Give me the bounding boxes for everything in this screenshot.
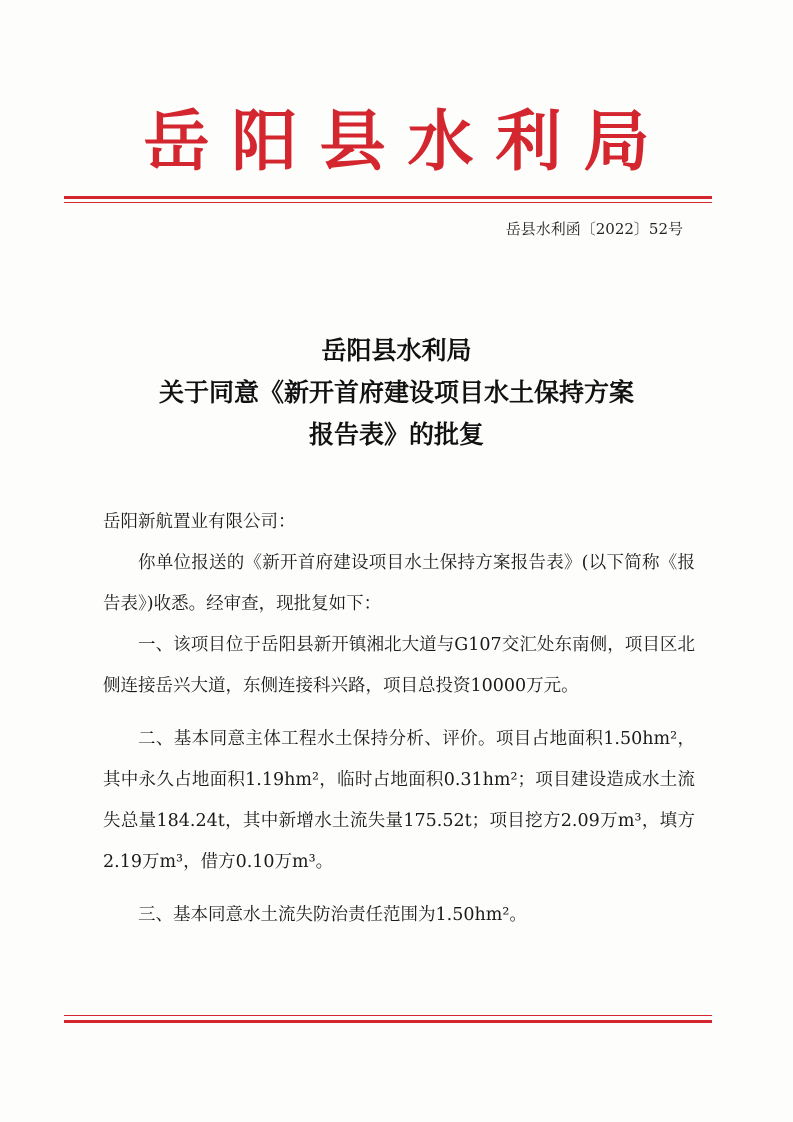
title-line-2: 关于同意《新开首府建设项目水土保持方案 — [158, 378, 634, 407]
footer-rule-thin — [64, 1015, 712, 1016]
letterhead-title: 岳阳县水利局 — [143, 102, 672, 180]
recipient-line: 岳阳新航置业有限公司： — [103, 512, 296, 532]
paragraph-item-1: 一、该项目位于岳阳县新开镇湘北大道与G107交汇处东南侧，项目区北侧连接岳兴大道，东侧连接科兴路，项目总投资10000万元。 — [103, 635, 695, 696]
title-line-3: 报告表》的批复 — [308, 420, 484, 449]
document-number: 岳县水利函〔2022〕52号 — [505, 220, 683, 238]
document-title — [0, 330, 793, 456]
paragraph-item-3: 三、基本同意水土流失防治责任范围为1.50hm²。 — [138, 905, 527, 925]
letterhead-rule-thick — [64, 196, 712, 199]
paragraph-item-2: 二、基本同意主体工程水土保持分析、评价。项目占地面积1.50hm²，其中永久占地面积1.19hm²，临时占地面积0.31hm²；项目建设造成水土流失总量184.24t，其中新增水土流失量175.52t；项目挖方2.09万m³，填方2.19万m³，借方0.10万m³。 — [103, 729, 695, 872]
letterhead-rule-thin — [64, 202, 712, 203]
title-line-1: 岳阳县水利局 — [321, 336, 472, 365]
paragraph-intro: 你单位报送的《新开首府建设项目水土保持方案报告表》(以下简称《报告表》)收悉。经审查，现批复如下： — [103, 553, 695, 614]
footer-rule-thick — [64, 1020, 712, 1023]
document-body — [103, 502, 695, 936]
